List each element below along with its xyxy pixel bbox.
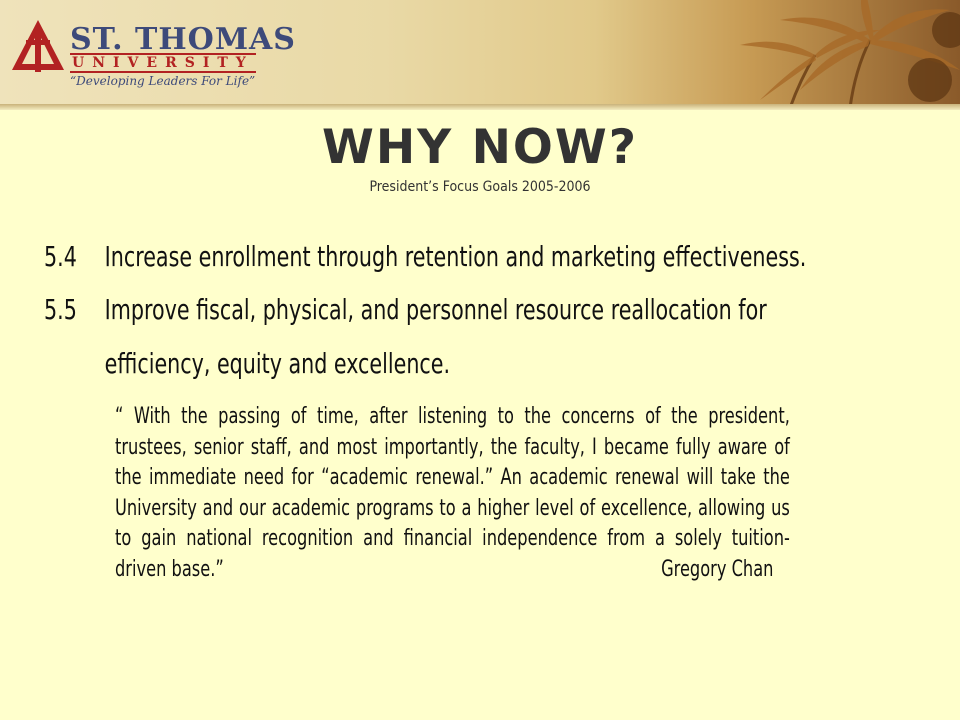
goal-item — [44, 230, 806, 284]
quote-block — [115, 402, 790, 585]
page-subtitle: President’s Focus Goals 2005-2006 — [369, 179, 591, 195]
palm-tree-image — [640, 0, 960, 108]
goal-number: 5.4 — [44, 240, 77, 273]
goal-text: Improve fiscal, physical, and personnel resource reallocation for efficiency, equity and excellence. — [104, 293, 767, 380]
quote-author: Gregory Chan — [661, 556, 774, 582]
goal-item — [44, 283, 807, 391]
university-logo-icon — [10, 18, 66, 74]
banner-divider — [0, 104, 960, 110]
quote-text: “ With the passing of time, after listening to the concerns of the president, trustees, senior staff, and most importantly, the faculty, I became fully aware of the immediate need for “academic renewal.” An academic renewal will take the University and our academic programs to a higher level of excellence, allowing us to gain national recognition and financial independence from a solely tuition-driven base.” — [115, 404, 790, 582]
logo-subtitle: UNIVERSITY — [72, 55, 254, 71]
goal-text: Increase enrollment through retention and marketing effectiveness. — [104, 240, 807, 273]
logo-title: ST. THOMAS — [70, 22, 296, 57]
logo-tagline: “Developing Leaders For Life” — [70, 74, 256, 88]
goal-number: 5.5 — [44, 293, 77, 326]
page-title: WHY NOW? — [322, 120, 638, 175]
header-banner — [0, 0, 960, 108]
